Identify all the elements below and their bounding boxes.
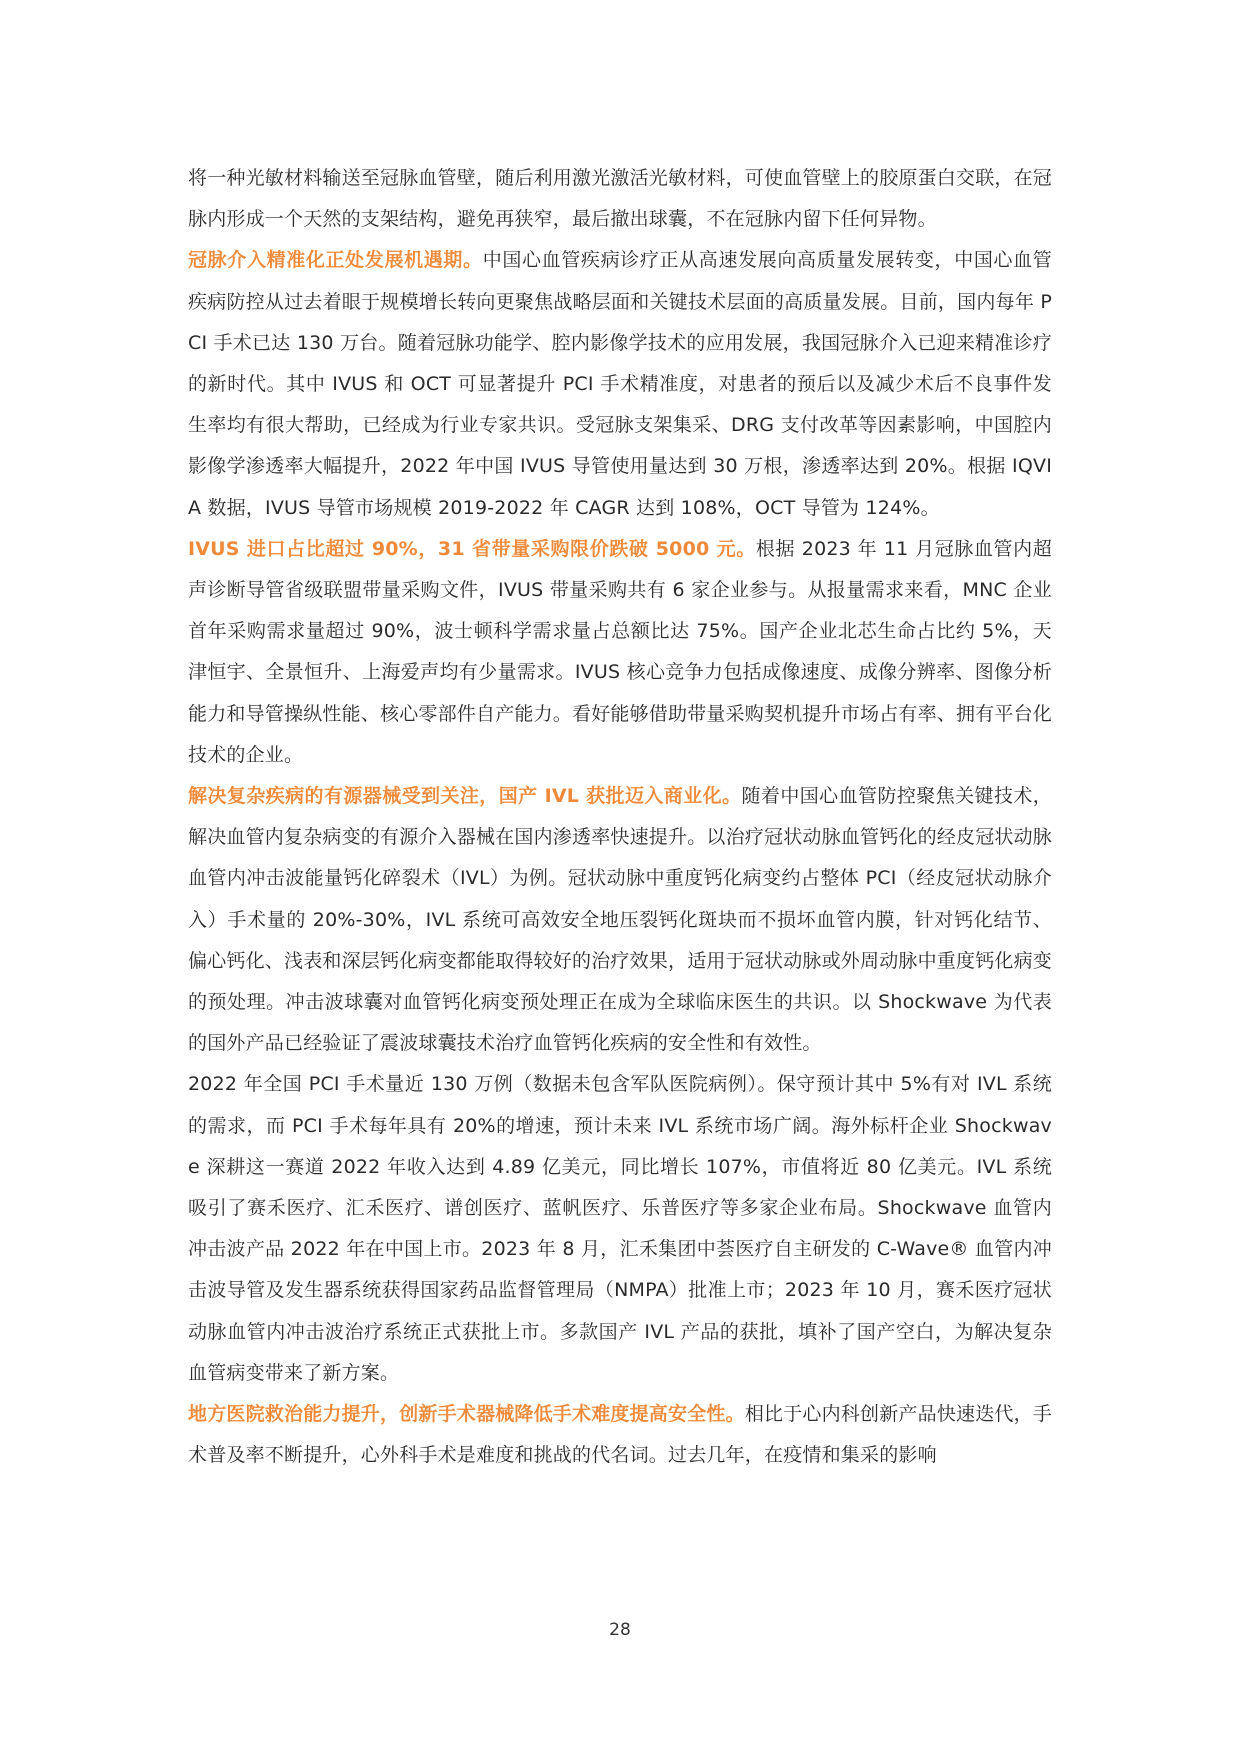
section-heading: 地方医院救治能力提升，创新手术器械降低手术难度提高安全性。 xyxy=(188,1403,745,1426)
paragraph-text: 中国心血管疾病诊疗正从高速发展向高质量发展转变，中国心血管疾病防控从过去着眼于规模增长转向更聚焦战略层面和关键技术层面的高质量发展。目前，国内每年 PCI 手术已达 130 万台。随着冠脉功能学、腔内影像学技术的应用发展，我国冠脉介入已迎来精准诊疗的新时代。其中 IVUS 和 OCT 可显著提升 PCI 手术精准度，对患者的预后以及减少术后不良事件发生率均有很大帮助，已经成为行业专家共识。受冠脉支架集采、DRG 支付改革等因素影响，中国腔内影像学渗透率大幅提升，2022 年中国 IVUS 导管使用量达到 30 万根，渗透率达到 20%。根据 IQVIA 数据，IVUS 导管市场规模 2019-2022 年 CAGR 达到 108%，OCT 导管为 124%。 xyxy=(188,249,1052,519)
paragraph-ivl-market xyxy=(188,1064,1052,1394)
section-heading: 冠脉介入精准化正处发展机遇期。 xyxy=(188,249,483,272)
paragraph-text: 根据 2023 年 11 月冠脉血管内超声诊断导管省级联盟带量采购文件，IVUS 带量采购共有 6 家企业参与。从报量需求来看，MNC 企业首年采购需求量超过 90%，波士顿科学需求量占总额比达 75%。国产企业北芯生命占比约 5%，天津恒宇、全景恒升、上海爱声均有少量需求。IVUS 核心竞争力包括成像速度、成像分辨率、图像分析能力和导管操纵性能、核心零部件自产能力。看好能够借助带量采购契机提升市场占有率、拥有平台化技术的企业。 xyxy=(188,537,1053,766)
section-heading: IVUS 进口占比超过 90%，31 省带量采购限价跌破 5000 元。 xyxy=(188,537,756,560)
paragraph-photosensitive-stent xyxy=(188,158,1052,240)
paragraph-surgical-devices xyxy=(188,1394,1052,1476)
paragraph-ivl-commercialization xyxy=(188,776,1052,1064)
section-heading: 解决复杂疾病的有源器械受到关注，国产 IVL 获批迈入商业化。 xyxy=(188,785,742,808)
paragraph-text: 将一种光敏材料输送至冠脉血管壁，随后利用激光激活光敏材料，可使血管壁上的胶原蛋白交联，在冠脉内形成一个天然的支架结构，避免再狭窄，最后撤出球囊，不在冠脉内留下任何异物。 xyxy=(188,167,1053,231)
paragraph-pci-precision xyxy=(188,240,1052,528)
paragraph-text: 相比于心内科创新产品快速迭代，手术普及率不断提升，心外科手术是难度和挑战的代名词。过去几年，在疫情和集采的影响 xyxy=(188,1403,1053,1467)
page-number: 28 xyxy=(609,1620,631,1640)
paragraph-text: 2022 年全国 PCI 手术量近 130 万例（数据未包含军队医院病例）。保守预计其中 5%有对 IVL 系统的需求，而 PCI 手术每年具有 20%的增速，预计未来 IVL 系统市场广阔。海外标杆企业 Shockwave 深耕这一赛道 2022 年收入达到 4.89 亿美元，同比增长 107%，市值将近 80 亿美元。IVL 系统吸引了赛禾医疗、汇禾医疗、谱创医疗、蓝帆医疗、乐普医疗等多家企业布局。Shockwave 血管内冲击波产品 2022 年在中国上市。2023 年 8 月，汇禾集团中荟医疗自主研发的 C-Wave® 血管内冲击波导管及发生器系统获得国家药品监督管理局（NMPA）批准上市；2023 年 10 月，赛禾医疗冠状动脉血管内冲击波治疗系统正式获批上市。多款国产 IVL 产品的获批，填补了国产空白，为解决复杂血管病变带来了新方案。 xyxy=(188,1073,1052,1384)
page-body xyxy=(188,158,1052,1477)
paragraph-text: 随着中国心血管防控聚焦关键技术，解决血管内复杂病变的有源介入器械在国内渗透率快速提升。以治疗冠状动脉血管钙化的经皮冠状动脉血管内冲击波能量钙化碎裂术（IVL）为例。冠状动脉中重度钙化病变约占整体 PCI（经皮冠状动脉介入）手术量的 20%-30%，IVL 系统可高效安全地压裂钙化斑块而不损坏血管内膜，针对钙化结节、偏心钙化、浅表和深层钙化病变都能取得较好的治疗效果，适用于冠状动脉或外周动脉中重度钙化病变的预处理。冲击波球囊对血管钙化病变预处理正在成为全球临床医生的共识。以 Shockwave 为代表的国外产品已经验证了震波球囊技术治疗血管钙化疾病的安全性和有效性。 xyxy=(188,785,1053,1055)
paragraph-ivus-procurement xyxy=(188,529,1052,776)
